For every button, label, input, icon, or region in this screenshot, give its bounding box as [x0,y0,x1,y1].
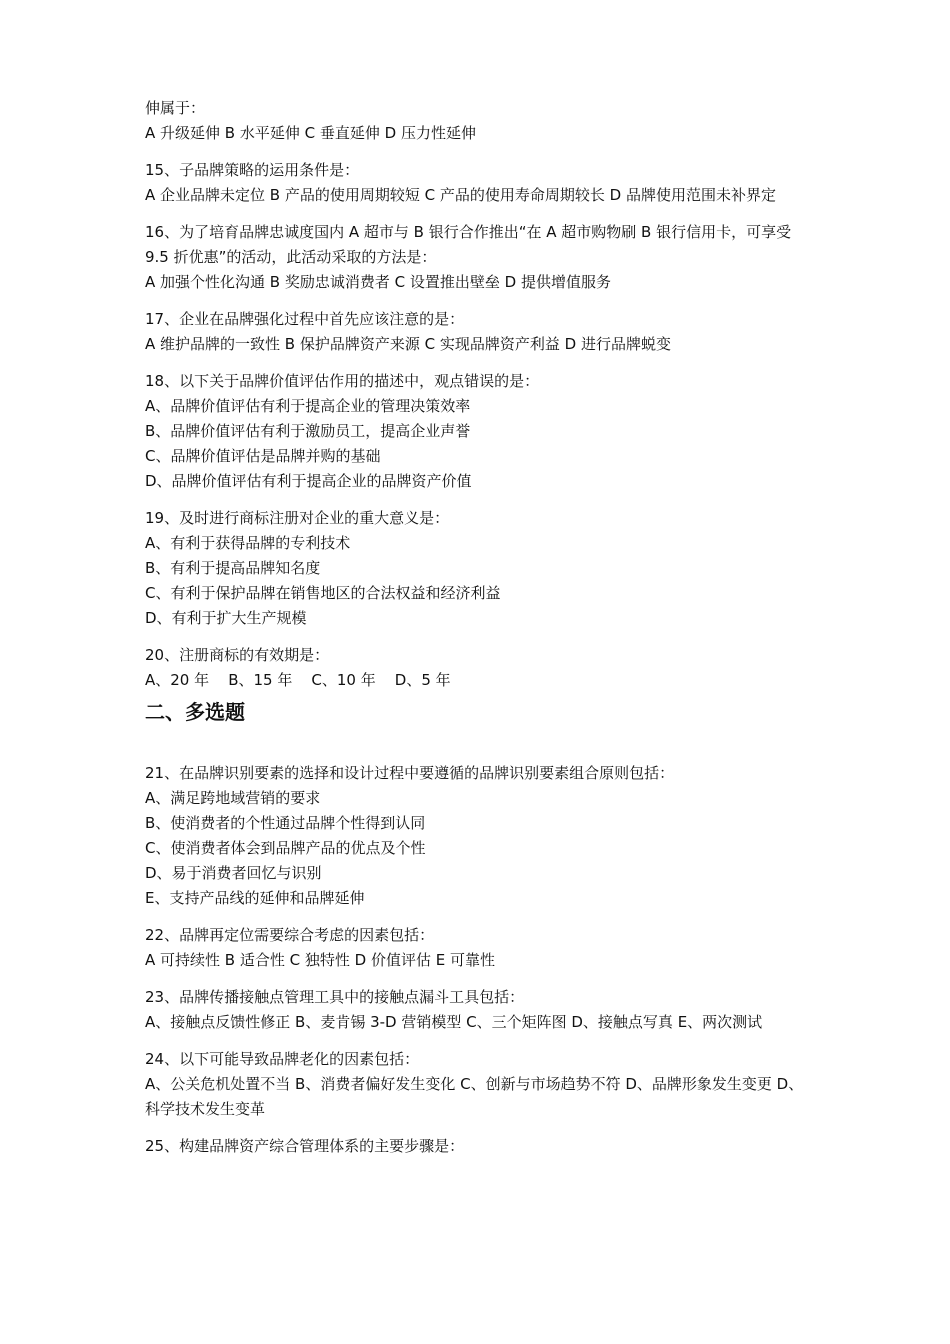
question-18 [145,369,815,494]
question-text: 24、以下可能导致品牌老化的因素包括： [145,1050,420,1068]
question-text: 21、在品牌识别要素的选择和设计过程中要遵循的品牌识别要素组合原则包括： [145,764,675,782]
answer-option: B、使消费者的个性通过品牌个性得到认同 [145,814,426,832]
answer-option: E、支持产品线的延伸和品牌延伸 [145,889,365,907]
answer-option: D、品牌价值评估有利于提高企业的品牌资产价值 [145,472,472,490]
document-content [145,96,815,1171]
question-text: 18、以下关于品牌价值评估作用的描述中，观点错误的是： [145,372,540,390]
question-25 [145,1134,815,1159]
answer-options: A 加强个性化沟通 B 奖励忠诚消费者 C 设置推出壁垒 D 提供增值服务 [145,273,611,291]
answer-option: C、有利于保护品牌在销售地区的合法权益和经济利益 [145,584,501,602]
answer-options: A、20 年 B、15 年 C、10 年 D、5 年 [145,671,451,689]
question-21 [145,761,815,911]
answer-option: C、品牌价值评估是品牌并购的基础 [145,447,381,465]
question-14-tail [145,96,815,146]
answer-options: A 升级延伸 B 水平延伸 C 垂直延伸 D 压力性延伸 [145,124,476,142]
question-text: 25、构建品牌资产综合管理体系的主要步骤是： [145,1137,465,1155]
question-20 [145,643,815,693]
question-text: 22、品牌再定位需要综合考虑的因素包括： [145,926,435,944]
question-17 [145,307,815,357]
answer-options: A、公关危机处置不当 B、消费者偏好发生变化 C、创新与市场趋势不符 D、品牌形象发生变更 D、科学技术发生变革 [145,1075,804,1118]
answer-option: A、品牌价值评估有利于提高企业的管理决策效率 [145,397,471,415]
question-16 [145,220,815,295]
question-text: 23、品牌传播接触点管理工具中的接触点漏斗工具包括： [145,988,525,1006]
answer-option: B、有利于提高品牌知名度 [145,559,321,577]
question-23 [145,985,815,1035]
question-text: 19、及时进行商标注册对企业的重大意义是： [145,509,450,527]
question-text: 20、注册商标的有效期是： [145,646,330,664]
answer-options: A、接触点反馈性修正 B、麦肯锡 3-D 营销模型 C、三个矩阵图 D、接触点写真 E、两次测试 [145,1013,763,1031]
question-19 [145,506,815,631]
answer-option: A、有利于获得品牌的专利技术 [145,534,351,552]
question-24 [145,1047,815,1122]
answer-options: A 维护品牌的一致性 B 保护品牌资产来源 C 实现品牌资产利益 D 进行品牌蜕变 [145,335,671,353]
question-text: 伸属于： [145,99,206,117]
question-text: 16、为了培育品牌忠诚度国内 A 超市与 B 银行合作推出“在 A 超市购物刷 B 银行信用卡，可享受 9.5 折优惠”的活动，此活动采取的方法是： [145,223,792,266]
answer-option: C、使消费者体会到品牌产品的优点及个性 [145,839,426,857]
question-22 [145,923,815,973]
answer-option: A、满足跨地域营销的要求 [145,789,321,807]
question-15 [145,158,815,208]
section-heading: 二、多选题 [145,700,245,724]
question-text: 17、企业在品牌强化过程中首先应该注意的是： [145,310,465,328]
answer-option: D、有利于扩大生产规模 [145,609,307,627]
answer-options: A 可持续性 B 适合性 C 独特性 D 价值评估 E 可靠性 [145,951,495,969]
answer-option: B、品牌价值评估有利于激励员工，提高企业声誉 [145,422,471,440]
answer-option: D、易于消费者回忆与识别 [145,864,322,882]
question-text: 15、子品牌策略的运用条件是： [145,161,360,179]
answer-options: A 企业品牌未定位 B 产品的使用周期较短 C 产品的使用寿命周期较长 D 品牌使用范围未补界定 [145,186,776,204]
